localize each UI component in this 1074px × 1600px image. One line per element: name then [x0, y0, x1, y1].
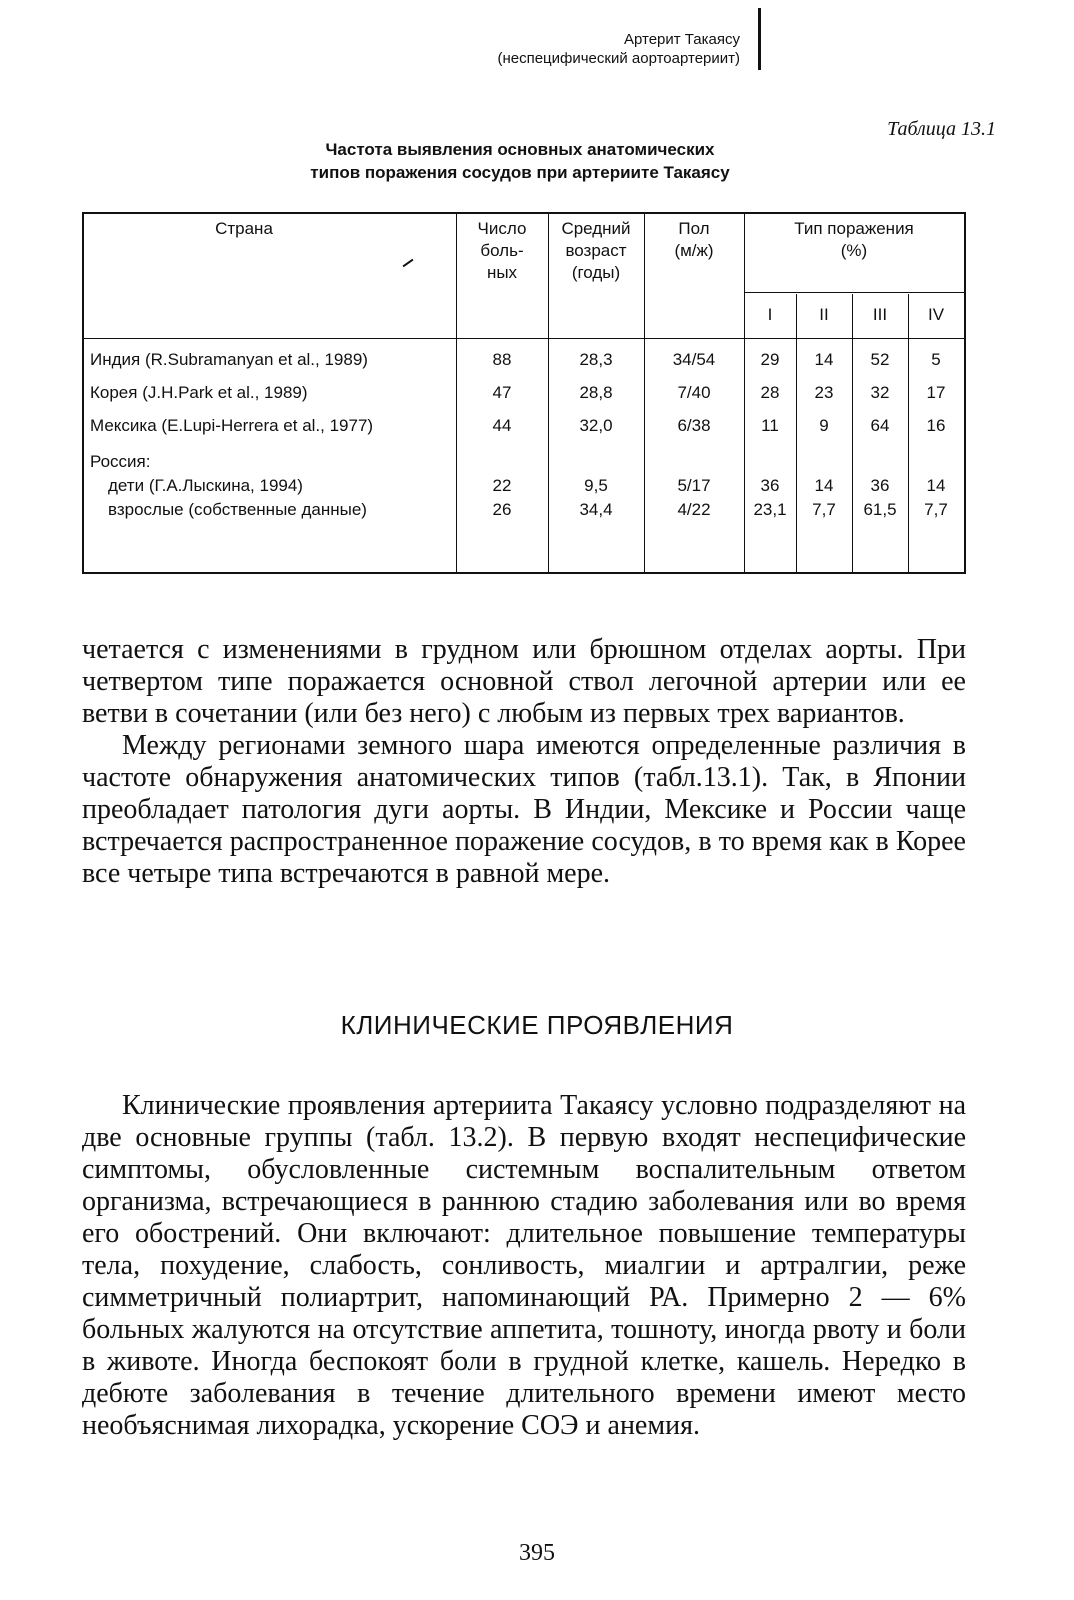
row-sex: 5/17 — [677, 476, 711, 495]
row-type-iv: 14 — [926, 476, 946, 495]
row-type-i: 11 — [761, 416, 779, 435]
header-mark — [403, 259, 414, 268]
row-sex: 4/22 — [677, 500, 711, 519]
running-header-bar — [758, 8, 761, 70]
row-type-iii: 36 — [870, 476, 890, 495]
row-age: 32,0 — [579, 416, 613, 435]
row-country: Россия: — [90, 452, 151, 471]
header-type-line: Тип поражения — [794, 219, 914, 238]
section-heading: КЛИНИЧЕСКИЕ ПРОЯВЛЕНИЯ — [340, 1010, 734, 1040]
header-age-line: возраст — [565, 241, 627, 260]
row-type-ii: 9 — [819, 416, 829, 435]
row-age: 34,4 — [579, 500, 613, 519]
row-type-ii: 23 — [814, 383, 834, 402]
table-label: Таблица 13.1 — [887, 118, 996, 140]
row-sex: 7/40 — [677, 383, 711, 402]
row-patients: 26 — [492, 500, 512, 519]
paragraph-clinical — [82, 1090, 966, 1442]
row-type-ii: 14 — [814, 350, 834, 369]
header-age-line: Средний — [561, 219, 631, 238]
data-table — [82, 212, 966, 574]
header-type-iii: III — [872, 305, 888, 324]
row-country: Мексика (E.Lupi-Herrera et al., 1977) — [90, 416, 374, 435]
header-age-line: (годы) — [571, 263, 621, 282]
row-type-ii: 7,7 — [812, 500, 836, 519]
row-type-iv: 5 — [931, 350, 941, 369]
table-title-line2: типов поражения сосудов при артериите Такаясу — [310, 163, 730, 182]
page-number: 395 — [519, 1540, 555, 1566]
header-type-line: (%) — [840, 241, 868, 260]
header-type — [744, 218, 964, 262]
row-patients: 47 — [492, 383, 512, 402]
row-type-i: 29 — [760, 350, 780, 369]
running-header-line1: Артерит Такаясу — [623, 31, 740, 48]
header-type-i: I — [767, 305, 773, 324]
row-type-i: 28 — [760, 383, 780, 402]
row-patients: 88 — [492, 350, 512, 369]
row-sex: 6/38 — [677, 416, 711, 435]
table-row-divider — [744, 292, 964, 293]
running-header-line2: (неспецифический аортоартериит) — [497, 50, 740, 67]
running-header — [420, 30, 740, 68]
header-patients — [456, 218, 548, 284]
row-patients: 22 — [492, 476, 512, 495]
header-country: Страна — [215, 219, 273, 238]
row-type-ii: 14 — [814, 476, 834, 495]
row-country: Индия (R.Subramanyan et al., 1989) — [90, 350, 368, 369]
paragraph-3: Клинические проявления артериита Такаясу условно подразделяют на две основные группы (табл. 13.2). В первую входят неспецифические симптомы, обусловленные системным воспалительным ответом организма, встречающиеся в раннюю стадию заболевания или во время его обострений. Они включают: длительное повышение температуры тела, похудение, слабость, сонливость, миалгии и артралгии, реже симметричный полиартрит, напоминающий РА. Примерно 2 — 6% больных жалуются на отсутствие аппетита, тошноту, иногда рвоту и боли в животе. Иногда беспокоят боли в грудной клетке, кашель. Нередко в дебюте заболевания в течение длительного времени имеют место необъяснимая лихорадка, ускорение СОЭ и анемия. — [82, 1090, 966, 1441]
row-type-i: 23,1 — [753, 500, 787, 519]
row-country: взрослые (собственные данные) — [108, 500, 367, 519]
row-type-i: 36 — [760, 476, 780, 495]
paragraph-1: четается с изменениями в грудном или брюшном отделах аорты. При четвертом типе поражается основной ствол легочной артерии или ее ветви в сочетании (или без него) с любым из первых трех вариантов. — [82, 634, 966, 729]
paragraph-continuation — [82, 634, 966, 890]
row-type-iv: 17 — [926, 383, 946, 402]
row-type-iii: 61,5 — [863, 500, 897, 519]
header-sex — [644, 218, 744, 262]
row-age: 28,8 — [579, 383, 613, 402]
row-age: 28,3 — [579, 350, 613, 369]
header-type-ii: II — [819, 305, 829, 324]
header-sex-line: (м/ж) — [674, 241, 714, 260]
row-patients: 44 — [492, 416, 512, 435]
row-country: дети (Г.А.Лыскина, 1994) — [108, 476, 303, 495]
row-type-iii: 64 — [870, 416, 890, 435]
row-age: 9,5 — [584, 476, 608, 495]
header-age — [548, 218, 644, 284]
header-patients-line: ных — [486, 263, 518, 282]
header-patients-line: боль- — [480, 241, 524, 260]
table-title-line1: Частота выявления основных анатомических — [325, 140, 715, 159]
table-header-divider — [84, 338, 964, 339]
header-sex-line: Пол — [678, 219, 710, 238]
header-patients-line: Число — [477, 219, 527, 238]
row-sex: 34/54 — [672, 350, 716, 369]
paragraph-2: Между регионами земного шара имеются определенные различия в частоте обнаружения анатомических типов (табл.13.1). Так, в Японии преобладает патология дуги аорты. В Индии, Мексике и России чаще встречается распространенное поражение сосудов, в то время как в Корее все четыре типа встречаются в равной мере. — [82, 730, 966, 889]
row-type-iii: 52 — [870, 350, 890, 369]
table-title — [150, 138, 890, 184]
header-type-iv: IV — [927, 305, 945, 324]
row-type-iv: 7,7 — [924, 500, 948, 519]
row-country: Корея (J.H.Park et al., 1989) — [90, 383, 308, 402]
row-type-iv: 16 — [926, 416, 946, 435]
row-type-iii: 32 — [870, 383, 890, 402]
